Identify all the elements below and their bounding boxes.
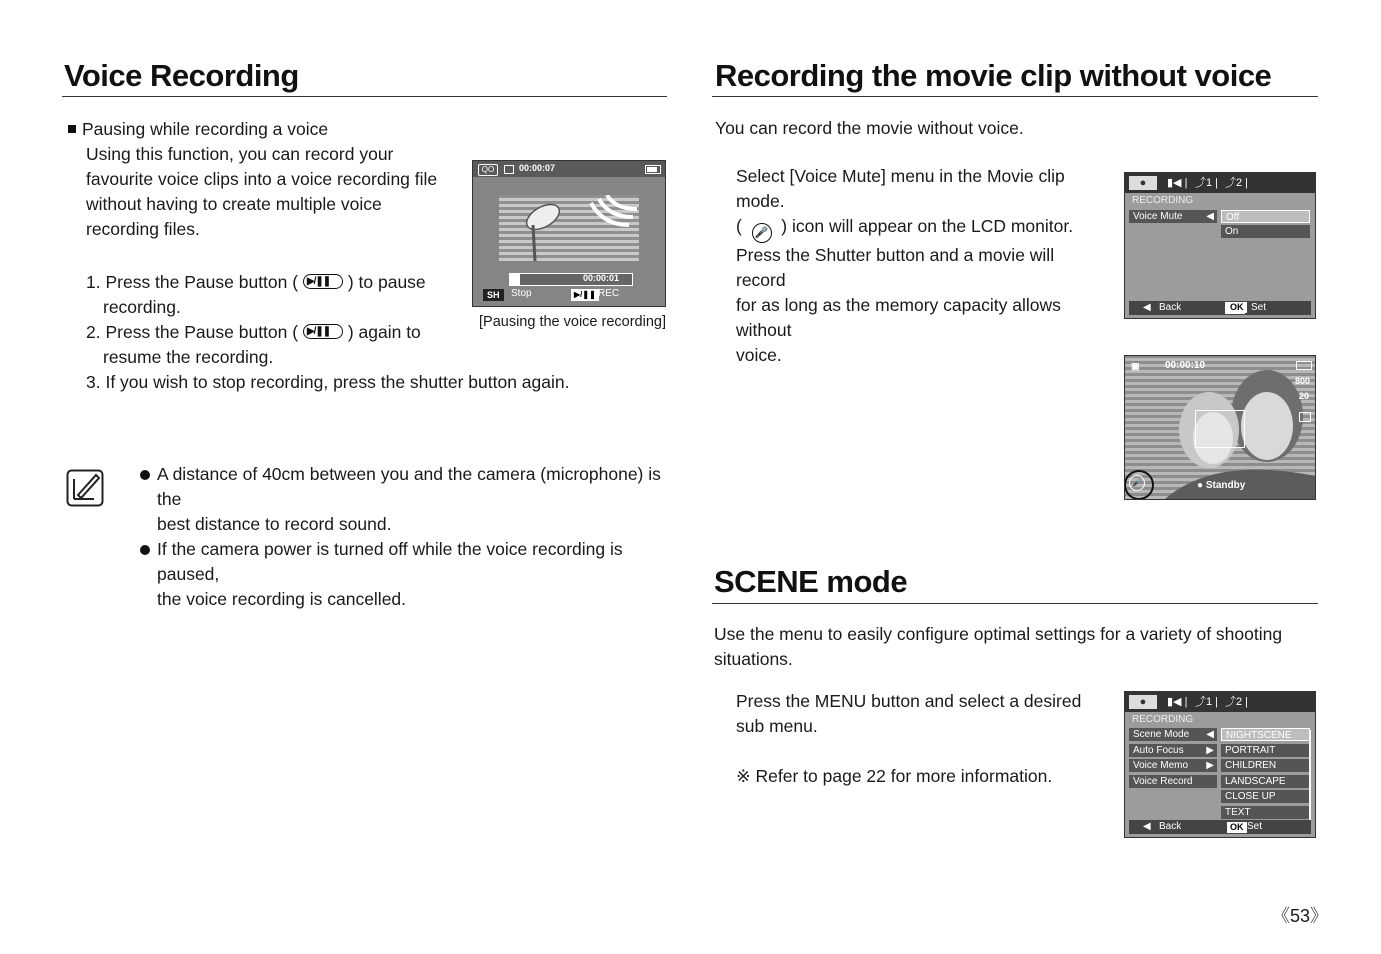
option-off[interactable]: Off [1221, 210, 1310, 223]
menu-item-label: Auto Focus [1133, 745, 1184, 756]
movie-mode-icon: ▣ [1131, 361, 1140, 371]
battery-icon [645, 165, 661, 174]
screen-caption: [Pausing the voice recording] [479, 314, 666, 330]
setup1-tab-icon[interactable]: ⤴1 | [1195, 177, 1219, 189]
instruction-line: for as long as the memory capacity allows without [736, 295, 1061, 340]
voice-mute-menu-screen [1124, 172, 1316, 319]
back-label[interactable]: Back [1159, 821, 1182, 832]
ok-button[interactable]: OK [1227, 302, 1247, 313]
remaining-count: 800 [1295, 376, 1311, 386]
note-item [140, 537, 670, 612]
paren: ( [736, 216, 742, 236]
menu-header: RECORDING [1132, 195, 1194, 206]
shutter-label: SH [483, 289, 504, 301]
play-pause-icon: ▶/❚❚ [571, 289, 599, 301]
setup1-tab-icon[interactable]: ⤴1 | [1195, 696, 1219, 708]
menu-item-label: Scene Mode [1133, 729, 1190, 740]
bullet-heading-text: Pausing while recording a voice [82, 119, 329, 139]
menu-header: RECORDING [1132, 714, 1194, 725]
back-label[interactable]: Back [1159, 302, 1182, 313]
bullet-heading [68, 117, 328, 142]
square-bullet-icon [68, 125, 76, 133]
voice-mute-icon: 🎤 [752, 223, 772, 243]
page-title-voice-recording: Voice Recording [64, 58, 299, 93]
section-title-scene-mode: SCENE mode [714, 564, 908, 599]
menu-scrollbar[interactable] [1309, 730, 1311, 820]
instruction-line: Press the Shutter button and a movie will record [736, 245, 1055, 290]
intro-line: situations. [714, 649, 793, 669]
movie-timer: 00:00:10 [1165, 360, 1206, 371]
voice-mode-icon: QO [478, 164, 498, 176]
back-arrow-icon[interactable]: ◀ [1143, 302, 1151, 313]
camera-tab-icon[interactable]: ● [1129, 695, 1157, 709]
option-nightscene[interactable]: NIGHTSCENE [1221, 728, 1310, 741]
battery-icon [1296, 361, 1312, 370]
menu-bottom-bar [1129, 820, 1311, 834]
step-2 [86, 320, 546, 345]
standby-label: Standby [1205, 480, 1246, 491]
option-text[interactable]: TEXT [1221, 806, 1310, 819]
step-text: 1. Press the Pause button ( [86, 272, 299, 292]
instruction-line-with-icon [736, 214, 1106, 243]
step-text: 2. Press the Pause button ( [86, 322, 299, 342]
step-1-cont: recording. [103, 297, 181, 317]
note-line: If the camera power is turned off while the voice recording is paused, [157, 539, 623, 584]
scene-intro [714, 622, 1314, 672]
scene-mode-menu-screen [1124, 691, 1316, 838]
size-icon [1299, 412, 1311, 422]
arrow-right-icon: ▶ [1206, 745, 1214, 756]
page-number: 《53》 [1272, 906, 1329, 926]
note-line: best distance to record sound. [157, 514, 392, 534]
sound-tab-icon[interactable]: ▮◀ | [1167, 177, 1188, 189]
title-divider [712, 603, 1318, 604]
focus-frame [1195, 410, 1245, 448]
camera-tab-icon[interactable]: ● [1129, 176, 1157, 190]
setup2-tab-icon[interactable]: ⤴2 | [1225, 696, 1249, 708]
set-label[interactable]: Set [1247, 821, 1263, 832]
section-title-movie-without-voice: Recording the movie clip without voice [715, 58, 1272, 93]
rec-label: REC [598, 288, 620, 299]
option-landscape[interactable]: LANDSCAPE [1221, 775, 1310, 788]
movie-intro: You can record the movie without voice. [715, 118, 1024, 138]
instruction-line: Press the MENU button and select a desired [736, 691, 1082, 711]
menu-item-voice-record[interactable]: Voice Record [1129, 775, 1217, 788]
step-2-cont: resume the recording. [103, 347, 274, 367]
ok-button[interactable]: OK [1227, 822, 1247, 833]
note-line: A distance of 40cm between you and the camera (microphone) is the [157, 464, 661, 509]
menu-item-label: Voice Mute [1133, 211, 1183, 222]
sound-tab-icon[interactable]: ▮◀ | [1167, 696, 1188, 708]
microphone-icon [499, 195, 639, 261]
lcd-top-bar [473, 161, 665, 177]
arrow-right-icon: ▶ [1206, 760, 1214, 771]
menu-item-auto-focus[interactable] [1129, 744, 1217, 757]
notes-list [140, 462, 670, 612]
note-item [140, 462, 670, 537]
title-divider [712, 96, 1318, 97]
menu-item-scene-mode[interactable] [1129, 728, 1217, 741]
menu-bottom-bar [1129, 301, 1311, 315]
option-close-up[interactable]: CLOSE UP [1221, 790, 1310, 803]
title-divider [62, 96, 667, 97]
instruction-text: ) icon will appear on the LCD monitor. [781, 216, 1074, 236]
movie-standby-lcd-screen [1124, 355, 1316, 500]
arrow-left-icon: ◀ [1206, 211, 1214, 222]
voice-mute-icon: 🎤 [1129, 475, 1145, 491]
voice-recording-lcd-screen [472, 160, 666, 307]
step-text: ) to pause [347, 272, 426, 292]
dot-bullet-icon [140, 470, 150, 480]
stop-label: Stop [511, 288, 532, 299]
note-line: the voice recording is cancelled. [157, 589, 407, 609]
intro-line: Using this function, you can record your [86, 144, 394, 164]
menu-item-voice-memo[interactable] [1129, 759, 1217, 772]
option-children[interactable]: CHILDREN [1221, 759, 1310, 772]
pause-button-icon: ▶/❚❚ [303, 324, 343, 339]
intro-paragraph [86, 142, 466, 242]
intro-line: favourite voice clips into a voice recording file [86, 169, 438, 189]
standby-indicator [1197, 480, 1245, 491]
option-on[interactable]: On [1221, 225, 1310, 238]
elapsed-time: 00:00:01 [583, 273, 620, 283]
intro-line: recording files. [86, 219, 200, 239]
arrow-left-icon: ◀ [1206, 729, 1214, 740]
back-arrow-icon[interactable]: ◀ [1143, 821, 1151, 832]
intro-line: Use the menu to easily configure optimal settings for a variety of shooting [714, 624, 1283, 644]
set-label[interactable]: Set [1251, 302, 1267, 313]
menu-item-voice-mute[interactable] [1129, 210, 1217, 223]
intro-line: without having to create multiple voice [86, 194, 382, 214]
instruction-line: sub menu. [736, 716, 818, 736]
pause-button-icon: ▶/❚❚ [303, 274, 343, 289]
option-portrait[interactable]: PORTRAIT [1221, 744, 1310, 757]
quality-icon [504, 165, 514, 174]
standby-dot-icon: ● [1197, 480, 1204, 491]
step-text: ) again to [347, 322, 421, 342]
scene-instruction [736, 689, 1096, 739]
menu-item-label: Voice Memo [1133, 760, 1189, 771]
setup2-tab-icon[interactable]: ⤴2 | [1225, 177, 1249, 189]
refer-note: ※ Refer to page 22 for more information. [736, 766, 1053, 786]
voice-mute-instructions [736, 164, 1106, 368]
dot-bullet-icon [140, 545, 150, 555]
instruction-line: Select [Voice Mute] menu in the Movie clip mode. [736, 166, 1065, 211]
progress-fill [510, 274, 520, 285]
instruction-line: voice. [736, 345, 782, 365]
note-pencil-icon [66, 469, 104, 507]
step-3: 3. If you wish to stop recording, press the shutter button again. [86, 372, 570, 392]
frame-rate: 20 [1299, 391, 1310, 401]
recording-time: 00:00:07 [519, 163, 556, 173]
